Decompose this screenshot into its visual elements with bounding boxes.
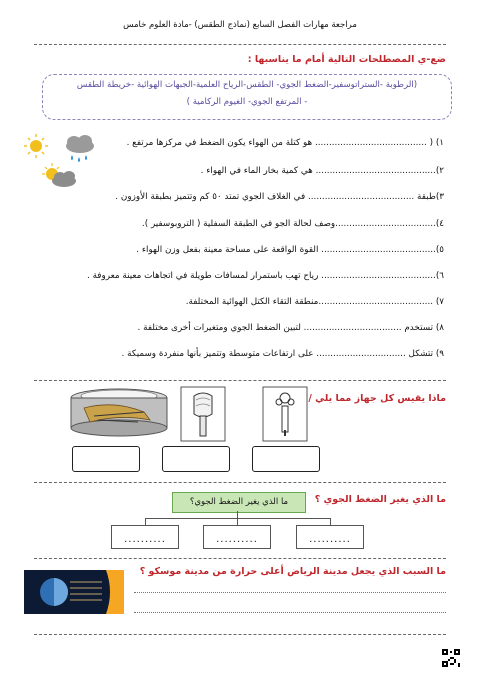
q1-item-2: ٢)........................................... هي كمية بخار الماء في الهواء . — [200, 166, 444, 176]
terms-line-1: (الرطوبة -الستراتوسفير-الضغط الجوي- الطقس-الرياح العلمية-الجبهات الهوائية -خريطة الطقس — [76, 80, 418, 90]
connector — [145, 518, 146, 525]
terms-line-2: - المرتفع الجوي- الغيوم الركامية ) — [186, 97, 308, 107]
thermometer-image — [262, 386, 308, 442]
q1-item-5: ٥)......................................... القوة الواقعة على مساحة معينة بفعل وزن الهواء . — [136, 245, 444, 255]
terms-box — [42, 74, 452, 120]
sun-cloud-icon — [42, 163, 76, 187]
answer-box-3[interactable] — [252, 446, 320, 472]
divider — [34, 44, 446, 45]
divider — [34, 634, 446, 635]
concept-center-box: ما الذي يغير الضغط الجوي؟ — [172, 492, 306, 513]
branch-box-1[interactable]: .......... — [111, 525, 179, 549]
q1-item-7: ٧) .........................................منطقة التقاء الكتل الهوائية المختلفة. — [185, 297, 444, 307]
answer-line[interactable] — [134, 592, 446, 593]
question-4-title: ما السبب الذي يجعل مدينة الرياض أعلى حرارة من مدينة موسكو ؟ — [139, 566, 446, 577]
question-2-title: ماذا يقيس كل جهاز مما يلي / — [308, 393, 446, 404]
qr-code-icon — [442, 649, 460, 667]
connector — [237, 518, 238, 525]
answer-box-2[interactable] — [162, 446, 230, 472]
divider — [34, 380, 446, 381]
answer-box-1[interactable] — [72, 446, 140, 472]
question-1-instruction: ضع-ي المصطلحات التالية أمام ما يناسبها : — [247, 54, 446, 65]
q1-item-1: ١) ( ........................................ هو كتلة من الهواء يكون الضغط في مركزها مرتفع . — [126, 138, 444, 148]
q1-item-6: ٦)......................................... رياح تهب باستمرار لمسافات طويلة في اتجاهات معينة معروفة . — [87, 271, 444, 281]
answer-line[interactable] — [134, 612, 446, 613]
weather-icons — [22, 132, 102, 196]
connector — [330, 518, 331, 525]
question-3-title: ما الذي يغير الضغط الجوي ؟ — [314, 494, 446, 505]
earth-sun-image — [24, 570, 124, 614]
sun-icon — [24, 134, 48, 158]
q1-item-4: ٤)....................................وصف لحالة الجو في الطبقة السفلية ( التروبوسفير ). — [141, 219, 444, 229]
page-title: مراجعة مهارات الفصل السابع (نماذج الطقس) -مادة العلوم خامس — [123, 20, 357, 30]
q1-item-9: ٩) تتشكل ................................ على ارتفاعات متوسطة وتتميز بأنها منفردة وسميكة . — [121, 349, 444, 359]
barometer-image — [64, 386, 174, 440]
branch-box-3[interactable]: .......... — [296, 525, 364, 549]
q1-item-3: ٣)طبقة ...................................... في الغلاف الجوي تمتد ٥٠ كم وتتميز بطبقة الأوزون . — [115, 192, 444, 202]
divider — [34, 558, 446, 559]
q1-item-8: ٨) تستخدم ................................... لتبين الضغط الجوي ومتغيرات أخرى مختلفة . — [137, 323, 444, 333]
branch-box-2[interactable]: .......... — [203, 525, 271, 549]
rain-cloud-icon — [66, 135, 94, 162]
hygrometer-image — [180, 386, 226, 442]
divider — [34, 482, 446, 483]
